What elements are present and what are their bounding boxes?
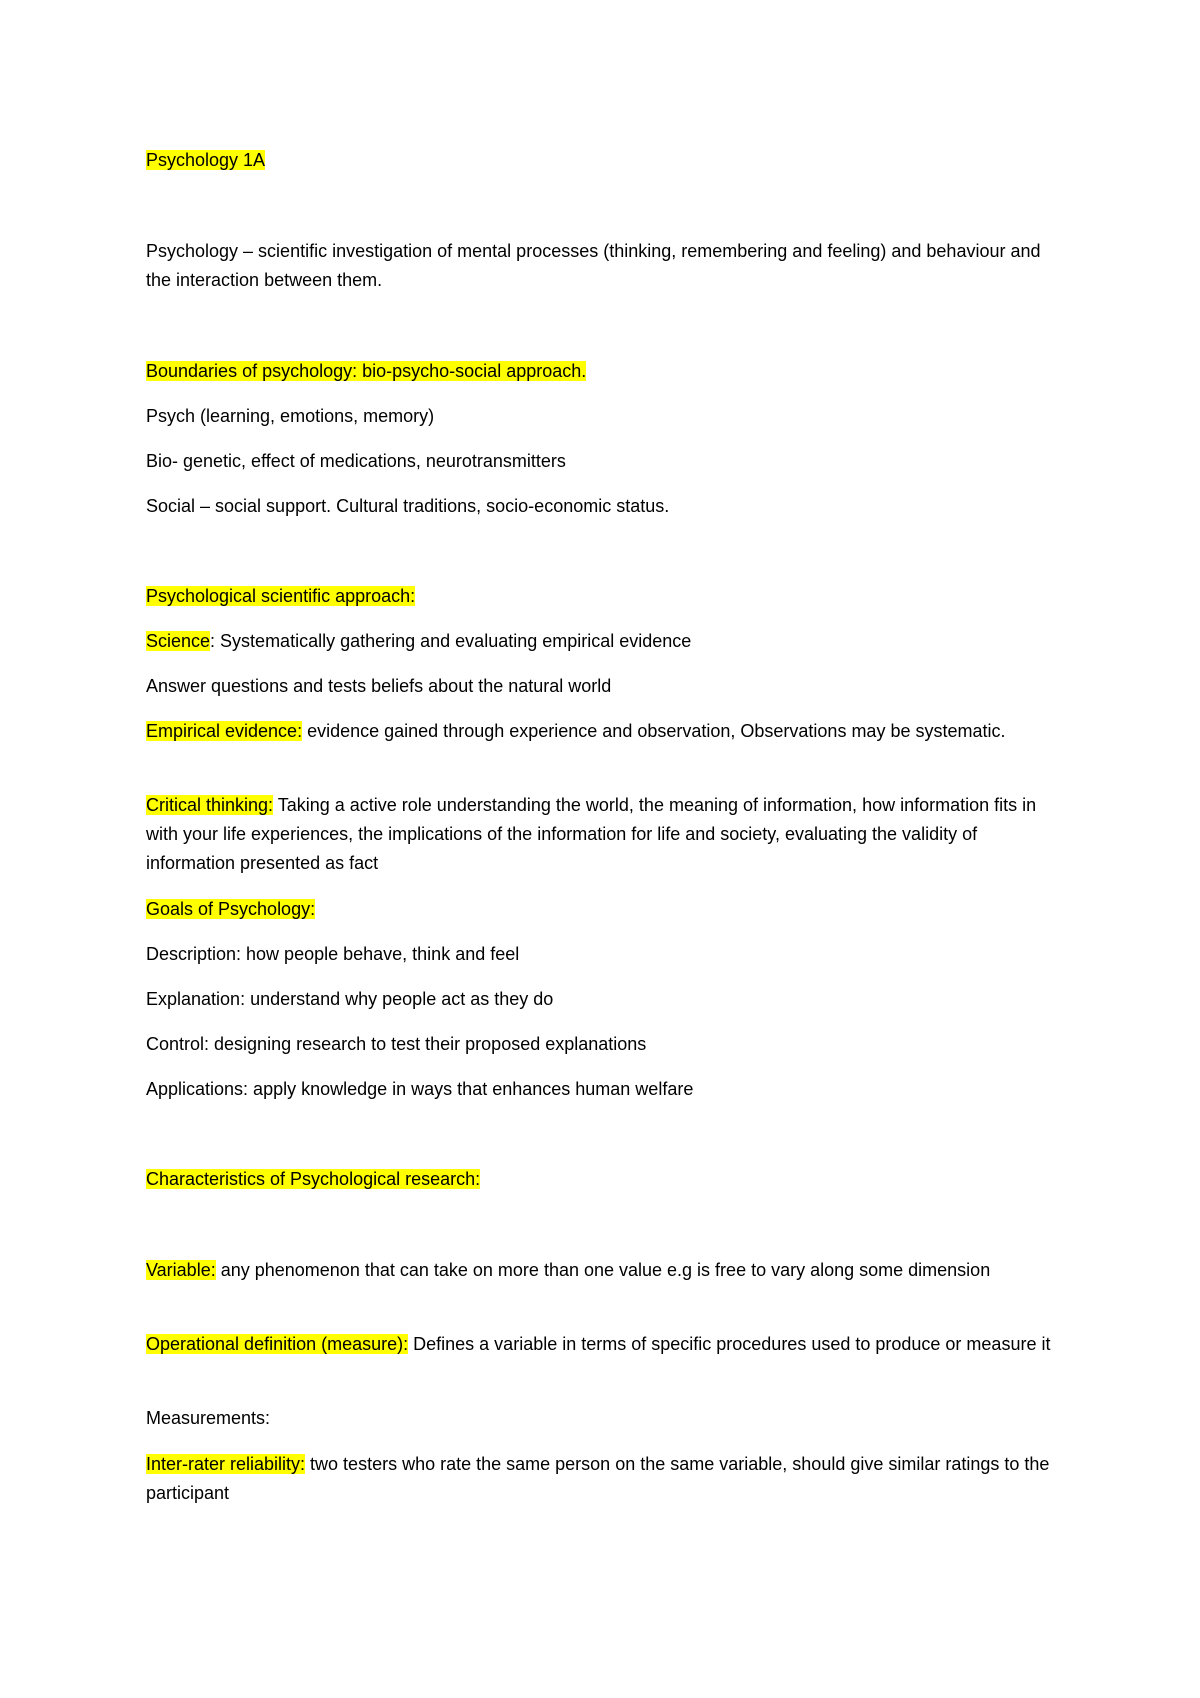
- scientific-heading-highlight: Psychological scientific approach:: [146, 586, 416, 606]
- psychology-definition: Psychology – scientific investigation of mental processes (thinking, remembering and feeling) and behaviour and the interaction between them.: [146, 241, 1041, 290]
- interrater-text: two testers who rate the same person on the same variable, should give similar ratings to the participant: [146, 1454, 1050, 1503]
- empirical-term: Empirical evidence:: [146, 721, 303, 741]
- science-text: : Systematically gathering and evaluating empirical evidence: [210, 631, 692, 651]
- answer-questions: Answer questions and tests beliefs about the natural world: [146, 676, 612, 696]
- boundaries-social: Social – social support. Cultural traditions, socio-economic status.: [146, 496, 670, 516]
- operational-definition: [146, 1330, 1066, 1359]
- interrater-term: Inter-rater reliability:: [146, 1454, 306, 1474]
- variable-definition: [146, 1256, 1066, 1285]
- boundaries-heading: [146, 357, 1066, 386]
- goal-control: Control: designing research to test their proposed explanations: [146, 1034, 647, 1054]
- goal-explanation: Explanation: understand why people act as they do: [146, 989, 554, 1009]
- goal-applications: Applications: apply knowledge in ways that enhances human welfare: [146, 1079, 694, 1099]
- operational-text: Defines a variable in terms of specific procedures used to produce or measure it: [408, 1334, 1051, 1354]
- boundaries-bio: Bio- genetic, effect of medications, neurotransmitters: [146, 451, 566, 471]
- science-definition: [146, 627, 1066, 656]
- variable-term: Variable:: [146, 1260, 216, 1280]
- interrater-definition: [146, 1450, 1066, 1508]
- critical-definition: [146, 791, 1066, 878]
- characteristics-heading: [146, 1165, 1066, 1194]
- characteristics-heading-highlight: Characteristics of Psychological research:: [146, 1169, 481, 1189]
- measurements-label: Measurements:: [146, 1408, 271, 1428]
- empirical-definition: [146, 717, 1066, 746]
- operational-term: Operational definition (measure):: [146, 1334, 409, 1354]
- variable-text: any phenomenon that can take on more than one value e.g is free to vary along some dimension: [215, 1260, 991, 1280]
- scientific-heading: [146, 582, 1066, 611]
- critical-text: Taking a active role understanding the world, the meaning of information, how information fits in with your life experiences, the implications of the information for life and society, evaluating the validity of information presented as fact: [146, 795, 1037, 873]
- science-term: Science: [146, 631, 211, 651]
- critical-term: Critical thinking:: [146, 795, 274, 815]
- goals-heading-highlight: Goals of Psychology:: [146, 899, 316, 919]
- goals-heading: [146, 895, 1066, 924]
- boundaries-heading-highlight: Boundaries of psychology: bio-psycho-social approach.: [146, 361, 587, 381]
- goal-description: Description: how people behave, think and feel: [146, 944, 520, 964]
- empirical-text: evidence gained through experience and observation, Observations may be systematic.: [302, 721, 1006, 741]
- document-title: [146, 146, 1066, 175]
- title-highlight: Psychology 1A: [146, 150, 266, 170]
- boundaries-psych: Psych (learning, emotions, memory): [146, 406, 435, 426]
